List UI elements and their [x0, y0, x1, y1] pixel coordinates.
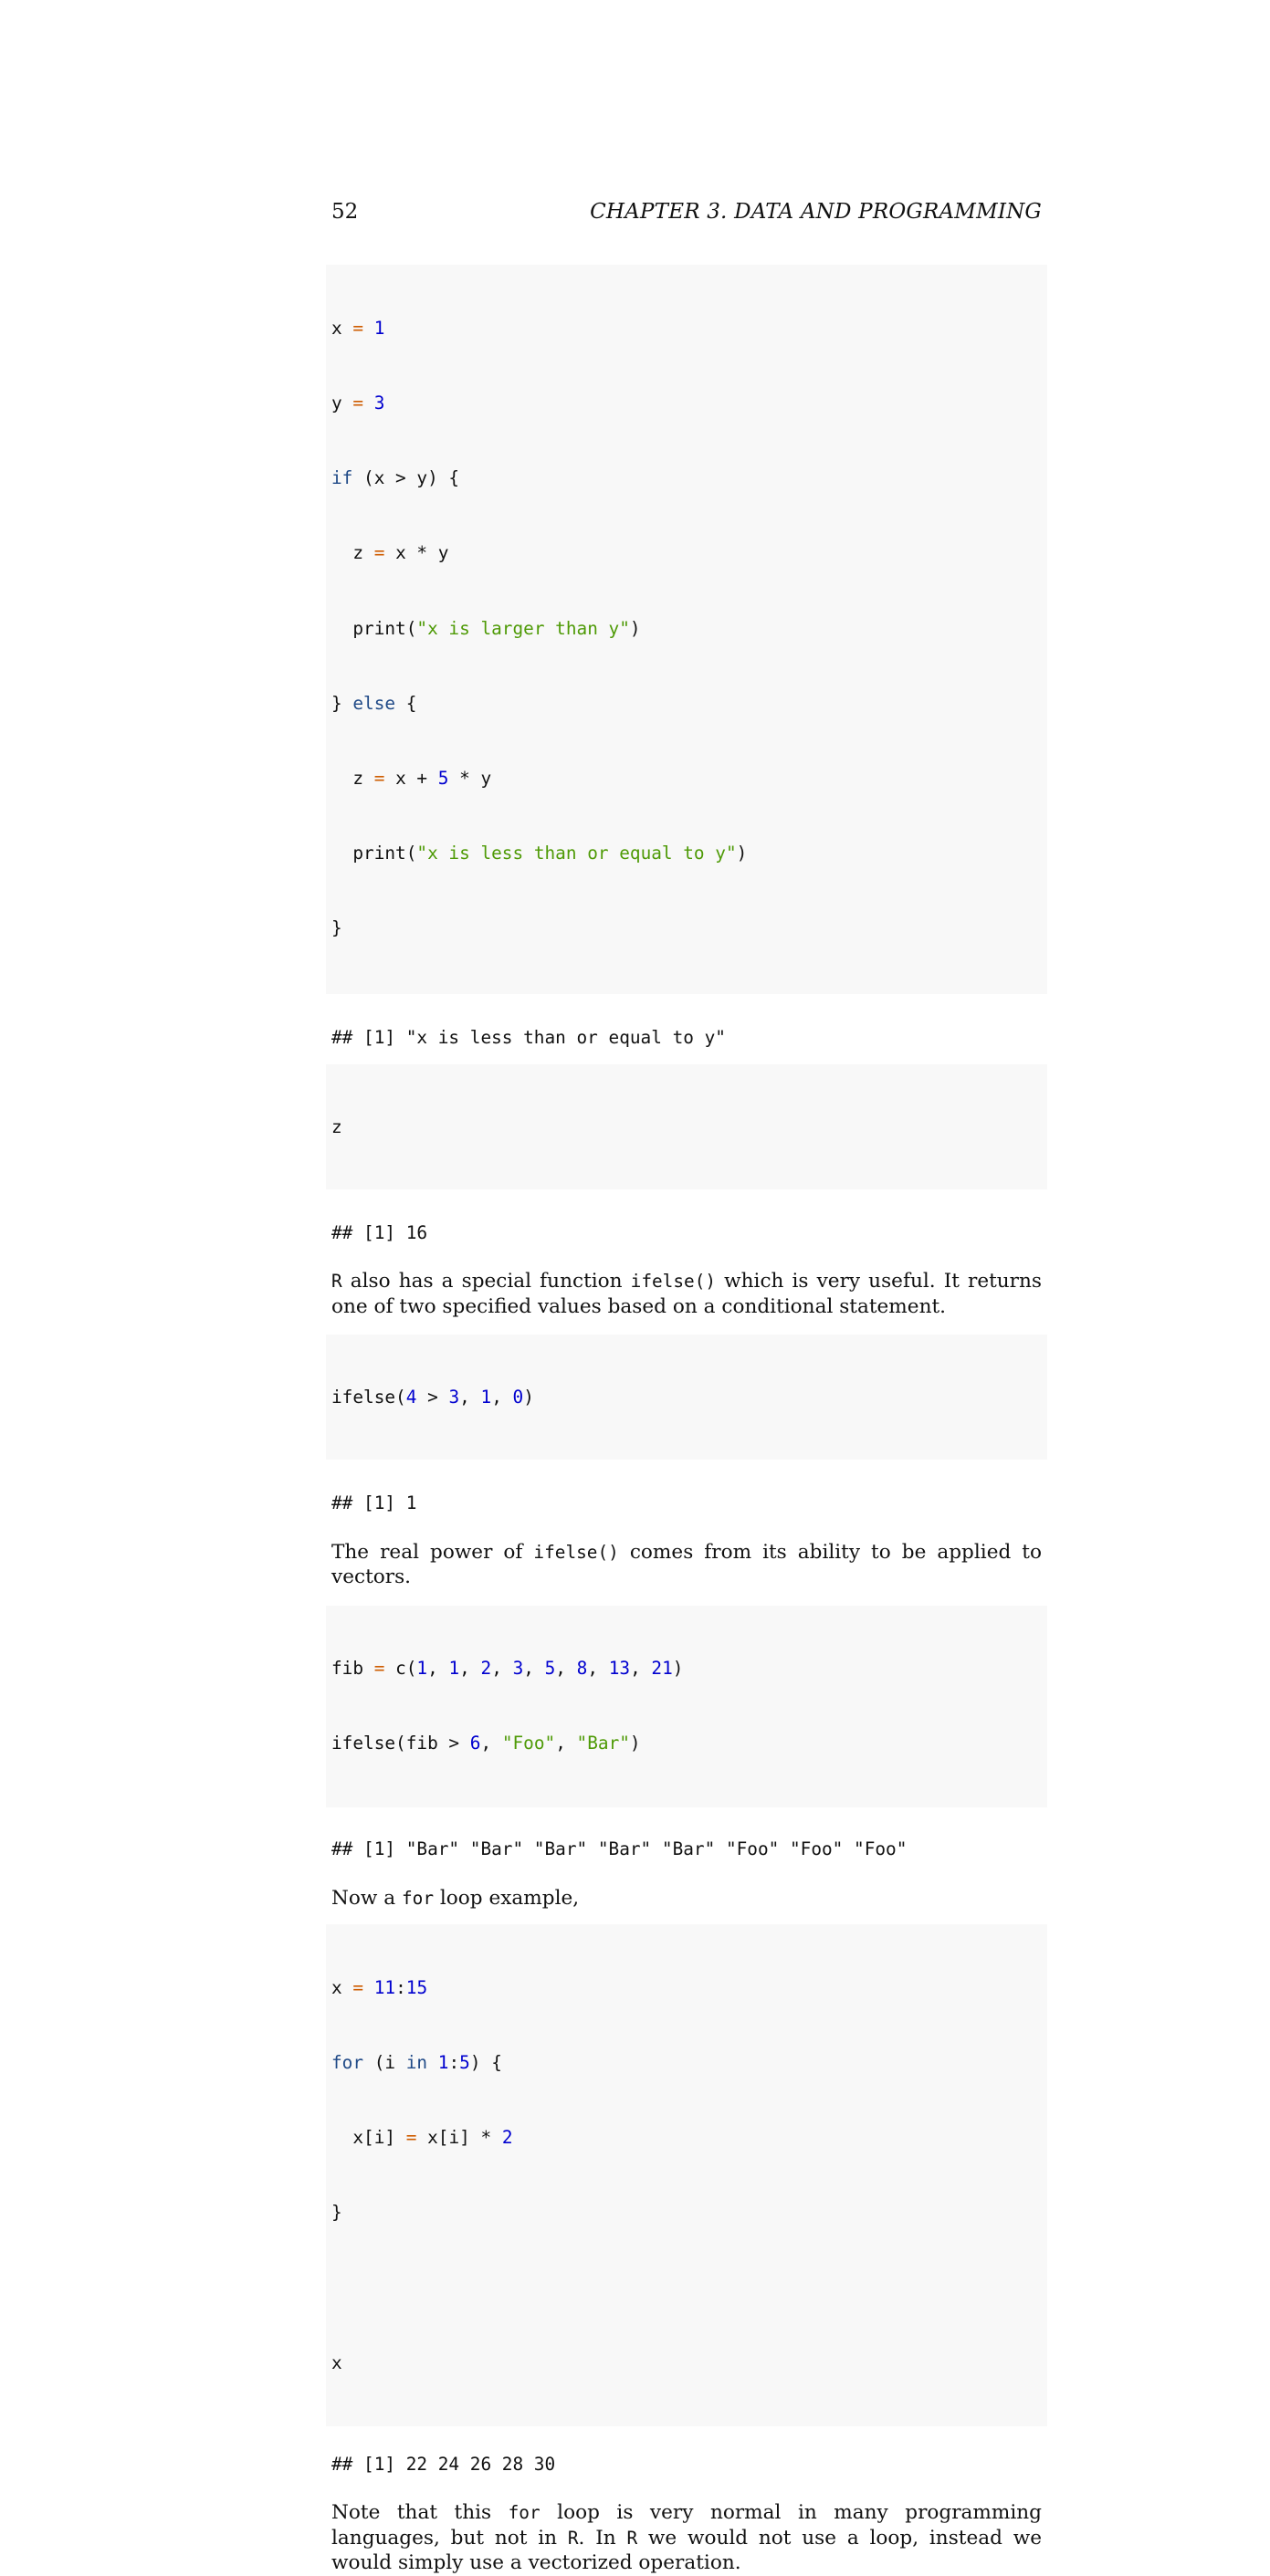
spacer — [331, 1807, 1042, 1837]
code-line — [331, 1656, 1042, 1681]
code-line — [331, 766, 1042, 791]
code-token: 1 — [373, 317, 385, 339]
code-token: x[i] * — [416, 2127, 502, 2149]
code-token: { — [395, 692, 417, 714]
paragraph-ifelse-vectors — [331, 1540, 1042, 1590]
code-line — [331, 616, 1042, 641]
code-token: 1 — [416, 1657, 428, 1679]
code-token: print( — [331, 617, 417, 639]
code-token: = — [352, 393, 364, 414]
code-line — [331, 316, 1042, 340]
inline-code: for — [401, 1887, 435, 1909]
code-token: 5 — [459, 2052, 470, 2074]
code-token: for — [331, 2052, 364, 2074]
page-content — [331, 265, 1042, 2576]
code-token: : — [395, 1976, 406, 1998]
code-token: 15 — [405, 1976, 428, 1998]
code-line — [331, 691, 1042, 716]
code-token: , — [491, 1657, 513, 1679]
paragraph-text: The real power of — [331, 1540, 534, 1564]
inline-code: R — [567, 2527, 579, 2549]
code-token: ) — [629, 617, 641, 639]
code-token: , — [555, 1732, 577, 1754]
code-token: 3 — [373, 393, 385, 414]
code-token: ifelse( — [331, 1387, 406, 1408]
code-token: ifelse(fib > — [331, 1732, 470, 1754]
output-line: ## [1] 1 — [331, 1492, 417, 1514]
code-token: ) { — [469, 2052, 502, 2074]
code-token: "x is larger than y" — [416, 617, 630, 639]
code-token — [427, 2052, 438, 2073]
code-token: } — [331, 2202, 342, 2224]
code-token: , — [459, 1657, 481, 1679]
code-token: fib — [331, 1657, 374, 1679]
spacer — [331, 1189, 1042, 1220]
code-token: , — [630, 1657, 652, 1679]
paragraph-text: which is very useful. It returns one of two specified values based on a conditional statement. — [331, 1270, 1042, 1318]
code-line — [331, 2351, 1042, 2375]
code-token: 4 — [405, 1387, 417, 1408]
spacer — [331, 994, 1042, 1025]
code-token: else — [352, 692, 396, 714]
code-token: = — [352, 1976, 364, 1998]
code-token: * y — [448, 768, 492, 790]
paragraph-text: also has a special function — [341, 1270, 631, 1293]
paragraph-text: Note that this — [331, 2501, 509, 2525]
code-token: = — [373, 542, 385, 564]
paragraph-text: loop is very normal in many programming languages, but not in — [331, 2501, 1043, 2550]
code-token: 1 — [480, 1387, 492, 1408]
page-number: 52 — [331, 200, 359, 224]
inline-code: for — [508, 2502, 541, 2524]
code-token: 13 — [608, 1657, 631, 1679]
code-token: ) — [672, 1657, 684, 1679]
code-token: 5 — [544, 1657, 556, 1679]
code-line: z — [331, 1115, 342, 1137]
output-line: ## [1] 22 24 26 28 30 — [331, 2454, 556, 2476]
spacer — [331, 1245, 1042, 1269]
output-line: ## [1] 16 — [331, 1222, 428, 1244]
code-token: = — [373, 1657, 385, 1679]
paragraph-text: . In — [578, 2526, 627, 2550]
code-token: : — [448, 2052, 460, 2074]
inline-code: R — [331, 1271, 342, 1293]
code-token: , — [555, 1657, 577, 1679]
code-token: ) — [523, 1387, 534, 1408]
code-token: in — [405, 2052, 428, 2074]
code-token: , — [459, 1387, 481, 1408]
code-token — [363, 318, 374, 339]
output-line: ## [1] "Bar" "Bar" "Bar" "Bar" "Bar" "Foo" "Foo" "Foo" — [331, 1838, 908, 1860]
running-head: CHAPTER 3. DATA AND PROGRAMMING — [590, 200, 1042, 224]
spacer — [331, 1319, 1042, 1335]
code-token: x * y — [384, 542, 449, 564]
code-block-if-else — [326, 265, 1047, 994]
code-token: 21 — [651, 1657, 673, 1679]
code-line — [331, 1385, 1042, 1409]
paragraph-for-loop-intro — [331, 1886, 1042, 1911]
inline-code: ifelse() — [533, 1541, 619, 1563]
code-token: 2 — [501, 2127, 513, 2149]
output-line: ## [1] "x is less than or equal to y" — [331, 1026, 726, 1048]
code-token: c( — [384, 1657, 417, 1679]
spacer — [331, 1460, 1042, 1491]
code-token: = — [352, 317, 364, 339]
page-header — [331, 197, 1042, 226]
spacer — [331, 1911, 1042, 1924]
code-token: = — [405, 2127, 417, 2149]
code-line — [331, 391, 1042, 415]
code-token: 5 — [437, 768, 449, 790]
code-token: x — [331, 1976, 353, 1998]
spacer — [331, 2426, 1042, 2452]
code-block-for-loop — [326, 1924, 1047, 2426]
code-token: x + — [384, 768, 438, 790]
code-line — [331, 540, 1042, 565]
code-token: 3 — [512, 1657, 524, 1679]
code-token: print( — [331, 843, 417, 864]
code-token: , — [480, 1732, 502, 1754]
code-line — [331, 2050, 1042, 2075]
code-line — [331, 916, 1042, 940]
code-block-ifelse — [326, 1335, 1047, 1460]
code-token: x — [331, 2351, 342, 2373]
spacer — [331, 2477, 1042, 2500]
paragraph-vectorized-note — [331, 2500, 1042, 2576]
code-token: , — [523, 1657, 545, 1679]
code-token: 6 — [469, 1732, 481, 1754]
code-token: , — [427, 1657, 449, 1679]
paragraph-text: Now a — [331, 1886, 402, 1910]
inline-code: ifelse() — [630, 1271, 717, 1293]
code-token: = — [373, 768, 385, 790]
code-token: 1 — [437, 2052, 449, 2074]
code-token: if — [331, 467, 353, 489]
code-token: , — [587, 1657, 609, 1679]
spacer — [331, 1590, 1042, 1606]
code-token: 8 — [576, 1657, 588, 1679]
code-line — [331, 2200, 1042, 2225]
code-token: 1 — [448, 1657, 460, 1679]
code-token: (i — [363, 2052, 406, 2074]
spacer — [331, 1050, 1042, 1064]
code-token: "Foo" — [501, 1732, 556, 1754]
code-token: ) — [736, 843, 748, 864]
code-line — [331, 2125, 1042, 2150]
code-token: ) — [629, 1732, 641, 1754]
code-block-z — [326, 1064, 1047, 1189]
code-token: "Bar" — [576, 1732, 630, 1754]
code-token: 0 — [512, 1387, 524, 1408]
code-token: 3 — [448, 1387, 460, 1408]
code-token: y — [331, 393, 353, 414]
code-token: (x > y) { — [352, 467, 460, 489]
paragraph-text: we would not use a loop, instead we would simply use a vectorized operation. — [331, 2526, 1043, 2575]
code-line — [331, 466, 1042, 490]
code-token: } — [331, 692, 353, 714]
code-token: > — [416, 1387, 449, 1408]
inline-code: R — [626, 2527, 638, 2549]
code-token: z — [331, 768, 374, 790]
paragraph-text: comes from its ability to be applied to vectors. — [331, 1540, 1042, 1589]
code-token: "x is less than or equal to y" — [416, 843, 737, 864]
spacer — [331, 1516, 1042, 1540]
paragraph-ifelse-intro — [331, 1269, 1042, 1319]
code-token: 2 — [480, 1657, 492, 1679]
code-line-blank — [331, 2276, 1042, 2300]
code-token — [363, 393, 374, 414]
code-token — [363, 1977, 374, 1998]
code-token: z — [331, 542, 374, 564]
code-line — [331, 1975, 1042, 2000]
code-token: } — [331, 917, 342, 939]
paragraph-text: loop example, — [434, 1886, 580, 1910]
code-token: 11 — [373, 1976, 396, 1998]
spacer — [331, 1862, 1042, 1886]
code-token: x[i] — [331, 2127, 406, 2149]
code-token: x — [331, 317, 353, 339]
code-line — [331, 841, 1042, 865]
code-block-fib — [326, 1606, 1047, 1807]
code-line — [331, 1731, 1042, 1755]
code-token: , — [491, 1387, 513, 1408]
